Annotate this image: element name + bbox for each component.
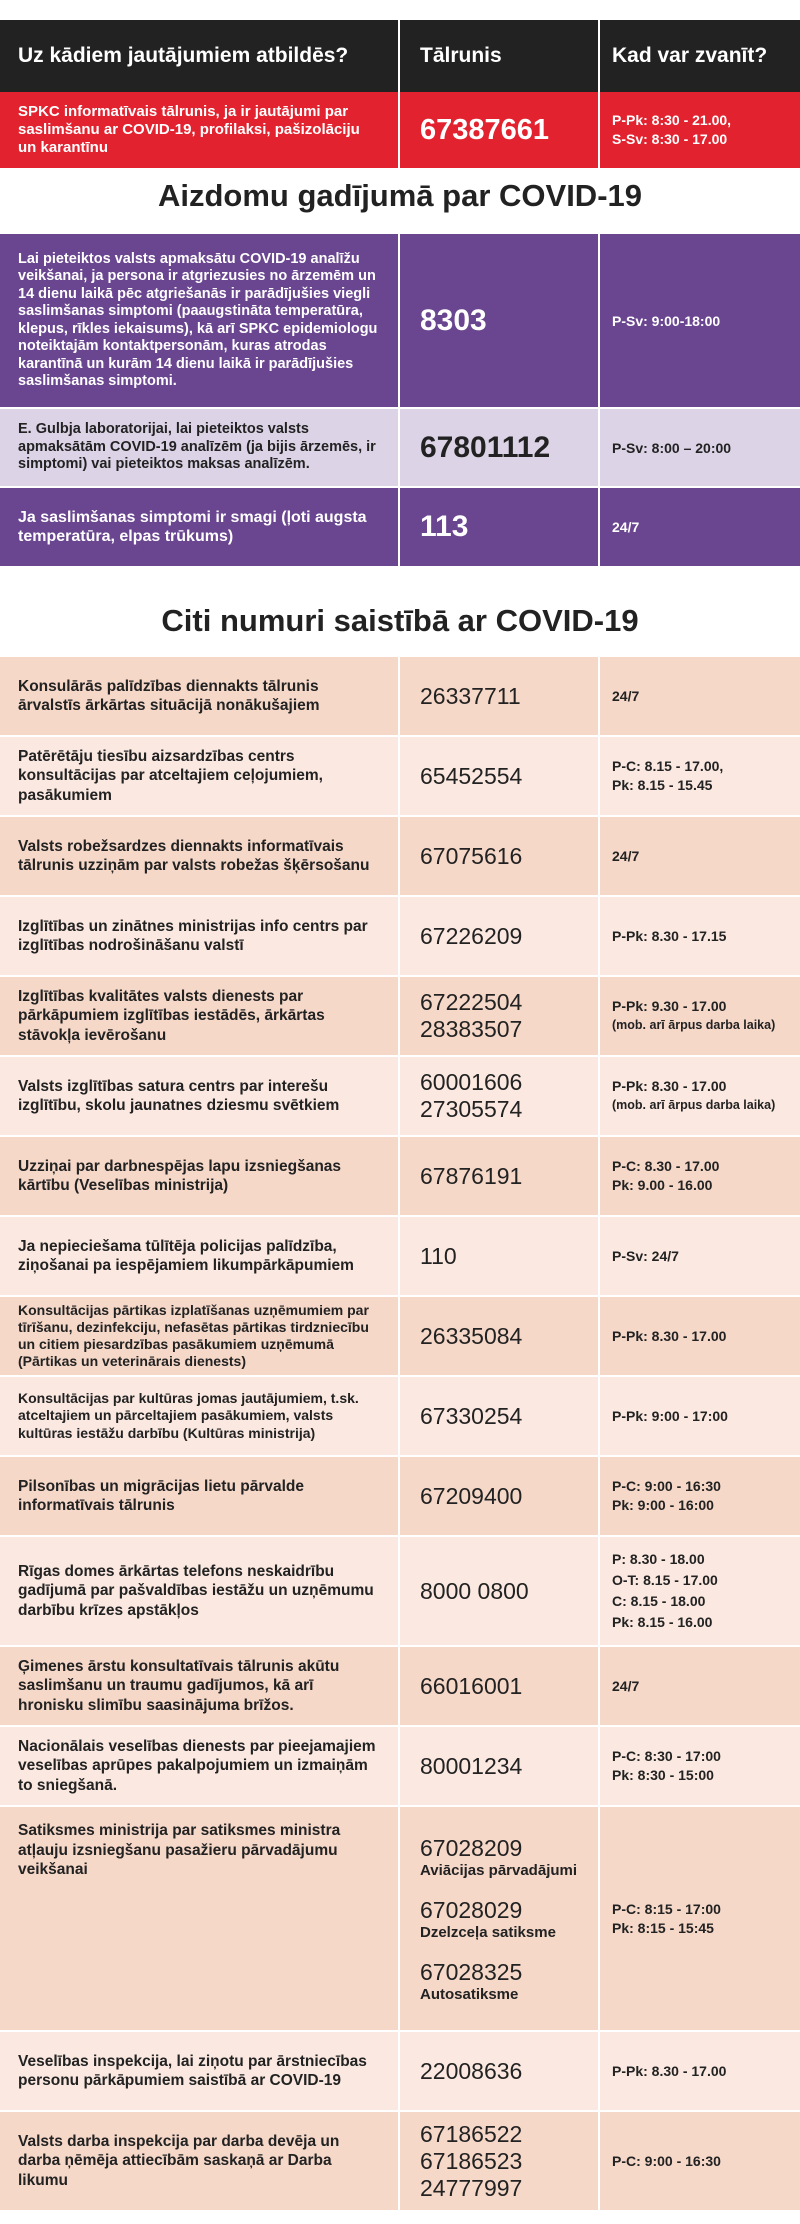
phone-number[interactable]: 66016001 (398, 1647, 598, 1725)
phone-number[interactable]: 110 (398, 1217, 598, 1295)
row-description: Valsts darba inspekcija par darba devēja un darba ņēmēja attiecībām saskaņā ar Darba likumu (18, 2132, 340, 2189)
phone-label: Aviācijas pārvadājumi (420, 1861, 578, 1879)
table-row (0, 1647, 800, 1727)
row-description: Valsts robežsardzes diennakts informatīvais tālrunis uzziņām par valsts robežas šķērsošanu (18, 837, 370, 874)
row-description: Izglītības kvalitātes valsts dienests par pārkāpumiem izglītības iestādēs, ārkārtas stāvokļa ievērošanu (18, 987, 325, 1044)
working-hours: P-Pk: 8.30 - 17.00 (598, 2032, 798, 2110)
row-description: Satiksmes ministrija par satiksmes ministra atļauju izsniegšanu pasažieru pārvadājumu veikšanai (18, 1822, 341, 1878)
working-hours: P-Pk: 8:30 - 21.00, S-Sv: 8:30 - 17.00 (598, 92, 798, 168)
phone-numbers (398, 1807, 598, 2030)
table-row (0, 1457, 800, 1537)
phone-number[interactable]: 67330254 (398, 1377, 598, 1455)
table-row (0, 1137, 800, 1217)
phone-number[interactable]: 26337711 (398, 657, 598, 735)
table-row (0, 2112, 800, 2212)
phone-label: Dzelzceļa satiksme (420, 1923, 556, 1941)
table-row (0, 657, 800, 737)
row-description: Valsts izglītības satura centrs par interešu izglītību, skolu jaunatnes dziesmu svētkiem (18, 1077, 340, 1114)
working-hours: P-Pk: 8.30 - 17.00 (mob. arī ārpus darba laika) (598, 1057, 798, 1135)
phone-number[interactable]: 113 (398, 488, 598, 566)
row-description: Nacionālais veselības dienests par pieejamajiem veselības aprūpes pakalpojumiem un izmaiņām to sniegšanā. (18, 1737, 376, 1794)
phone-number[interactable]: 67801112 (398, 409, 598, 486)
main-hotline-table (0, 20, 800, 170)
working-hours: P-Pk: 9:00 - 17:00 (598, 1377, 798, 1455)
row-description: Ģimenes ārstu konsultatīvais tālrunis akūtu saslimšanu un traumu gadījumos, kā arī hronisku slimību saasinājuma brīžos. (18, 1657, 340, 1714)
phone-number[interactable]: 65452554 (398, 737, 598, 815)
header-phone: Tālrunis (398, 20, 598, 92)
phone-number[interactable]: 27305574 (420, 1096, 523, 1122)
working-hours: 24/7 (598, 657, 798, 735)
row-description: Konsultācijas pārtikas izplatīšanas uzņēmumiem par tīrīšanu, dezinfekciju, nefasētas pārtikas tirdzniecību un citiem piesardzības pasākumiem uzņēmumā (Pārtikas un veterinārais dienests) (18, 1302, 369, 1369)
row-description: Patērētāju tiesību aizsardzības centrs konsultācijas par atceltajiem ceļojumiem, pasākumiem (18, 747, 323, 804)
phone-number[interactable]: 67075616 (398, 817, 598, 895)
working-hours: P-C: 9:00 - 16:30 Pk: 9:00 - 16:00 (598, 1457, 798, 1535)
table-row (0, 1807, 800, 2032)
phone-number[interactable]: 67186523 (420, 2147, 523, 2174)
row-description: Konsulārās palīdzības diennakts tālrunis ārvalstīs ārkārtas situācijā nonākušajiem (18, 677, 320, 714)
working-hours: 24/7 (598, 1647, 798, 1725)
phone-number[interactable]: 80001234 (398, 1727, 598, 1805)
table-row (0, 977, 800, 1057)
working-hours: P-Pk: 9.30 - 17.00 (mob. arī ārpus darba laika) (598, 977, 798, 1055)
table-row (0, 234, 800, 409)
working-hours: 24/7 (598, 817, 798, 895)
working-hours: P: 8.30 - 18.00 O-T: 8.15 - 17.00 C: 8.15 - 18.00 Pk: 8.15 - 16.00 (598, 1537, 798, 1645)
phone-numbers (398, 977, 598, 1055)
table-row (0, 1727, 800, 1807)
phone-number[interactable]: 22008636 (398, 2032, 598, 2110)
phone-number[interactable]: 67222504 (420, 989, 523, 1015)
working-hours: P-Sv: 24/7 (598, 1217, 798, 1295)
working-hours: P-Pk: 8.30 - 17.00 (598, 1297, 798, 1375)
phone-number[interactable]: 28383507 (420, 1016, 523, 1042)
table-row (0, 737, 800, 817)
working-hours: P-C: 8:30 - 17:00 Pk: 8:30 - 15:00 (598, 1727, 798, 1805)
phone-label: Autosatiksme (420, 1985, 519, 2003)
table-row (0, 1377, 800, 1457)
phone-number[interactable]: 67209400 (398, 1457, 598, 1535)
suspicion-table (0, 234, 800, 568)
row-description: E. Gulbja laboratorijai, lai pieteiktos valsts apmaksātām COVID-19 analīzēm (ja bijis ārzemēs, ir simptomi) vai pieteiktos maksas analīzēm. (18, 421, 376, 473)
phone-number[interactable]: 24777997 (420, 2174, 523, 2201)
row-description: Ja nepieciešama tūlītēja policijas palīdzība, ziņošanai pa iespējamiem likumpārkāpumiem (18, 1237, 354, 1274)
phone-numbers (398, 2112, 598, 2210)
phone-number[interactable]: 8303 (398, 234, 598, 407)
working-hours: P-C: 8:15 - 17:00 Pk: 8:15 - 15:45 (598, 1807, 798, 2030)
row-description: Rīgas domes ārkārtas telefons neskaidrību gadījumā par pašvaldības iestāžu un uzņēmumu darbību krīzes apstākļos (18, 1562, 374, 1619)
header-hours: Kad var zvanīt? (598, 20, 798, 92)
row-description: Pilsonības un migrācijas lietu pārvalde informatīvais tālrunis (18, 1477, 304, 1514)
hours-note: (mob. arī ārpus darba laika) (612, 1018, 776, 1032)
phone-number[interactable]: 67226209 (398, 897, 598, 975)
header-question: Uz kādiem jautājumiem atbildēs? (18, 44, 349, 67)
phone-numbers (398, 1057, 598, 1135)
table-row (0, 1537, 800, 1647)
working-hours: P-C: 9:00 - 16:30 (598, 2112, 798, 2210)
table-row (0, 897, 800, 977)
table-header (0, 20, 800, 92)
row-description: Izglītības un zinātnes ministrijas info centrs par izglītības nodrošināšanu valstī (18, 917, 368, 954)
phone-number[interactable]: 67876191 (398, 1137, 598, 1215)
working-hours: P-Pk: 8.30 - 17.15 (598, 897, 798, 975)
working-hours: P-C: 8.30 - 17.00 Pk: 9.00 - 16.00 (598, 1137, 798, 1215)
phone-number[interactable]: 67387661 (398, 92, 598, 168)
row-description: Lai pieteiktos valsts apmaksātu COVID-19 analīžu veikšanai, ja persona ir atgriezusies no ārzemēm un 14 dienu laikā pēc atgriešanās ir parādījušies viegli saslimšanas simptomi (paaugstināta temperatūra, klepus, rīkles iekaisums), kā arī SPKC epidemiologu noteiktajām kontaktpersonām, kuras atrodas karantīnā un kurām 14 dienu laikā ir parādījušies saslimšanas simptomi. (18, 250, 378, 389)
phone-number[interactable]: 67028029 (420, 1896, 523, 1923)
phone-number[interactable]: 8000 0800 (398, 1537, 598, 1645)
table-row (0, 488, 800, 568)
table-row (0, 409, 800, 488)
main-hotline-row (0, 92, 800, 170)
row-description: Ja saslimšanas simptomi ir smagi (ļoti augsta temperatūra, elpas trūkums) (18, 508, 367, 545)
section-title-suspicion: Aizdomu gadījumā par COVID-19 (157, 178, 642, 213)
phone-number[interactable]: 67186522 (420, 2120, 523, 2147)
other-numbers-table (0, 657, 800, 2212)
table-row (0, 1217, 800, 1297)
row-description: Veselības inspekcija, lai ziņotu par ārstniecības personu pārkāpumiem saistībā ar COVID-19 (18, 2052, 367, 2089)
table-row (0, 817, 800, 897)
table-row (0, 2032, 800, 2112)
working-hours: P-Sv: 8:00 – 20:00 (598, 409, 798, 486)
section-title-other-numbers: Citi numuri saistībā ar COVID-19 (161, 603, 639, 638)
hours-note: (mob. arī ārpus darba laika) (612, 1098, 776, 1112)
table-row (0, 1057, 800, 1137)
working-hours: P-Sv: 9:00-18:00 (598, 234, 798, 407)
phone-number[interactable]: 60001606 (420, 1069, 523, 1095)
row-description: SPKC informatīvais tālrunis, ja ir jautājumi par saslimšanu ar COVID-19, profilaksi, pašizolāciju un karantīnu (18, 103, 360, 156)
working-hours: P-C: 8.15 - 17.00, Pk: 8.15 - 15.45 (598, 737, 798, 815)
row-description: Konsultācijas par kultūras jomas jautājumiem, t.sk. atceltajiem un pārceltajiem pasākumiem, valsts kultūras iestāžu darbību (Kultūras ministrija) (18, 1389, 359, 1441)
phone-number[interactable]: 67028209 (420, 1834, 523, 1861)
phone-number[interactable]: 26335084 (398, 1297, 598, 1375)
row-description: Uzziņai par darbnespējas lapu izsniegšanas kārtību (Veselības ministrija) (18, 1157, 342, 1194)
working-hours: 24/7 (598, 488, 798, 566)
phone-number[interactable]: 67028325 (420, 1958, 523, 1985)
table-row (0, 1297, 800, 1377)
